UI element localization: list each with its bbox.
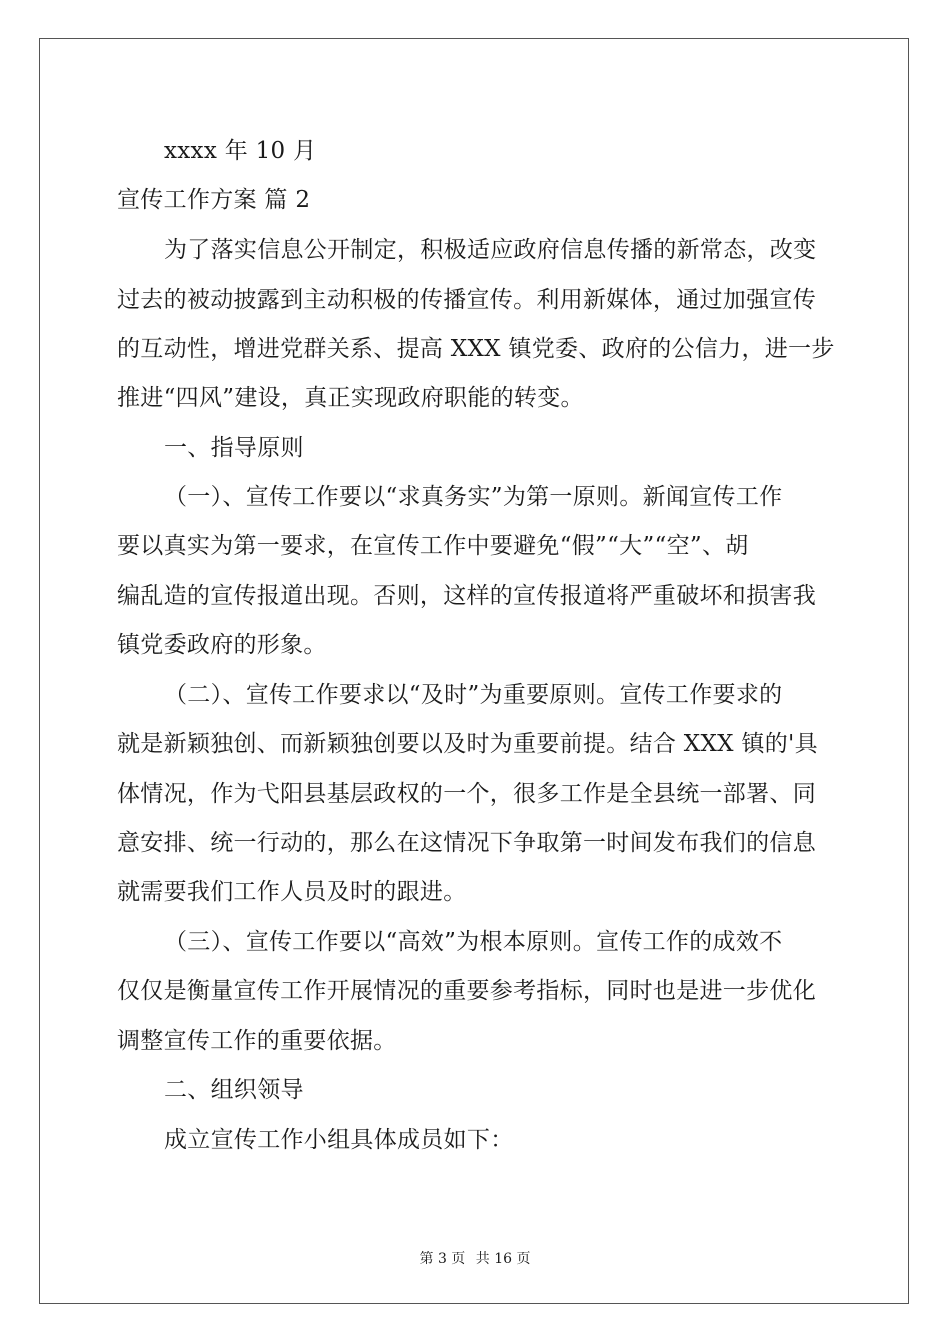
page-footer	[0, 1250, 950, 1268]
heading-guiding-principles: 一、指导原则	[164, 435, 304, 461]
paragraph-line: 仅仅是衡量宣传工作开展情况的重要参考指标，同时也是进一步优化	[117, 978, 816, 1004]
paragraph-team-members: 成立宣传工作小组具体成员如下：	[164, 1127, 514, 1153]
page-number: 第 3 页	[419, 1251, 466, 1267]
heading-organization-leadership: 二、组织领导	[164, 1077, 304, 1103]
paragraph-line: （一）、宣传工作要以“求真务实”为第一原则。新闻宣传工作	[164, 484, 783, 510]
date-line: xxxx 年 10 月	[164, 138, 317, 164]
paragraph-line: 过去的被动披露到主动积极的传播宣传。利用新媒体，通过加强宣传	[117, 287, 816, 313]
paragraph-line: （二）、宣传工作要求以“及时”为重要原则。宣传工作要求的	[164, 682, 783, 708]
paragraph-line: 推进“四风”建设，真正实现政府职能的转变。	[117, 385, 584, 411]
paragraph-line: （三）、宣传工作要以“高效”为根本原则。宣传工作的成效不	[164, 929, 783, 955]
paragraph-line: 要以真实为第一要求，在宣传工作中要避免“假”“大”“空”、胡	[117, 533, 749, 559]
paragraph-line: 镇党委政府的形象。	[117, 632, 327, 658]
page-frame	[39, 38, 909, 1304]
section-title: 宣传工作方案 篇 2	[117, 187, 311, 213]
page-total: 共 16 页	[475, 1251, 531, 1267]
paragraph-line: 就需要我们工作人员及时的跟进。	[117, 879, 467, 905]
paragraph-line: 体情况，作为弋阳县基层政权的一个，很多工作是全县统一部署、同	[117, 781, 816, 807]
paragraph-line: 的互动性，增进党群关系、提高 XXX 镇党委、政府的公信力，进一步	[117, 336, 835, 362]
paragraph-line: 就是新颖独创、而新颖独创要以及时为重要前提。结合 XXX 镇的'具	[117, 731, 818, 757]
paragraph-line: 编乱造的宣传报道出现。否则，这样的宣传报道将严重破坏和损害我	[117, 583, 816, 609]
paragraph-line: 调整宣传工作的重要依据。	[117, 1028, 397, 1054]
paragraph-line: 意安排、统一行动的，那么在这情况下争取第一时间发布我们的信息	[117, 830, 816, 856]
paragraph-line: 为了落实信息公开制定，积极适应政府信息传播的新常态，改变	[164, 237, 817, 263]
